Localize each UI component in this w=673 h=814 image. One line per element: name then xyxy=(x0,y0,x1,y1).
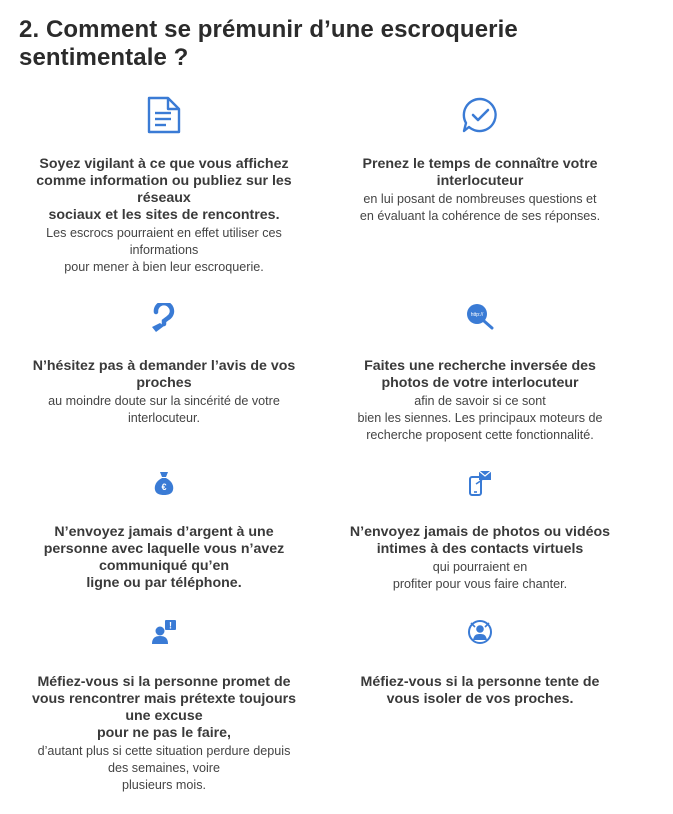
chat-check-icon xyxy=(461,96,499,134)
money-bag-icon xyxy=(153,470,175,496)
isolated-person-icon xyxy=(467,619,493,645)
tip-body: afin de savoir si ce sont bien les siennes. Les principaux moteurs de recherche proposent cette fonctionnalité. xyxy=(357,394,603,442)
tip-heading: N’envoyez jamais de photos ou vidéos intimes à des contacts virtuels xyxy=(349,524,611,557)
svg-text:http://: http:// xyxy=(470,312,484,318)
tip-card-ask-relatives xyxy=(14,303,314,427)
tip-body: qui pourraient en profiter pour vous faire chanter. xyxy=(392,560,568,591)
tip-heading: Soyez vigilant à ce que vous affichez comme information ou publiez sur les réseaux sociaux et les sites de rencontres. xyxy=(36,156,292,223)
tip-body: en lui posant de nombreuses questions et en évaluant la cohérence de ses réponses. xyxy=(359,192,601,223)
page-title: 2. Comment se prémunir d’une escroquerie sentimentale ? xyxy=(19,16,518,71)
tip-card-reverse-search xyxy=(330,303,630,444)
document-icon xyxy=(146,96,182,134)
tip-card-no-photos xyxy=(330,470,630,593)
person-alert-icon xyxy=(151,619,177,645)
tip-heading: Méfiez-vous si la personne promet de vous rencontrer mais prétexte toujours une excuse pour ne pas le faire, xyxy=(31,674,297,741)
tip-card-know-contact xyxy=(330,96,630,225)
tip-card-excuses xyxy=(14,619,314,794)
tip-heading: Prenez le temps de connaître votre interlocuteur xyxy=(362,156,598,189)
question-hand-icon xyxy=(150,303,178,333)
svg-text:€: € xyxy=(161,482,167,492)
tip-heading: Faites une recherche inversée des photos de votre interlocuteur xyxy=(364,358,596,391)
svg-text:!: ! xyxy=(169,620,172,631)
tip-card-isolation xyxy=(330,619,630,708)
tip-heading: N’envoyez jamais d’argent à une personne avec laquelle vous n’avez communiqué qu’en ligne ou par téléphone. xyxy=(43,524,285,591)
tip-card-no-money xyxy=(14,470,314,592)
tip-body: d’autant plus si cette situation perdure depuis des semaines, voire plusieurs mois. xyxy=(37,744,291,792)
phone-mail-icon xyxy=(468,470,492,496)
tip-card-profile-info xyxy=(14,96,314,276)
tip-body: au moindre doute sur la sincérité de votre interlocuteur. xyxy=(48,394,280,425)
search-url-icon xyxy=(465,303,495,331)
tip-heading: N’hésitez pas à demander l’avis de vos proches xyxy=(32,358,296,391)
tip-body: Les escrocs pourraient en effet utiliser ces informations pour mener à bien leur escroquerie. xyxy=(46,226,282,274)
tip-heading: Méfiez-vous si la personne tente de vous isoler de vos proches. xyxy=(360,674,600,707)
